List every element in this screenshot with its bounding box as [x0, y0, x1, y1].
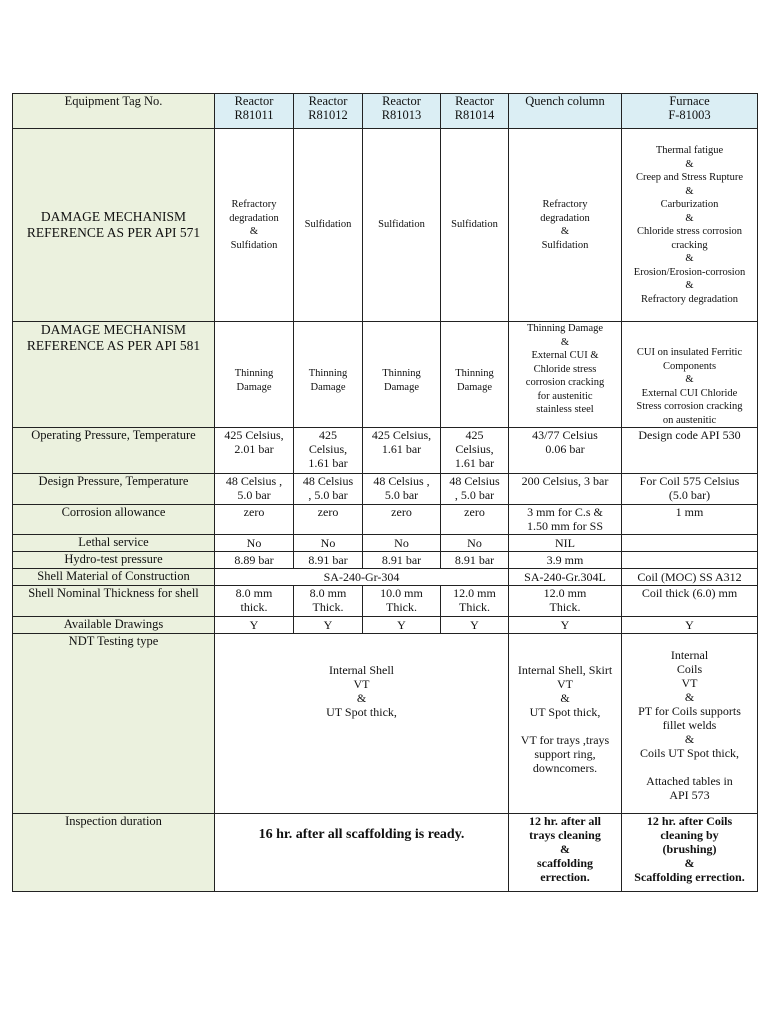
header-reactor-r81012: Reactor R81012: [294, 94, 363, 129]
design-quench: 200 Celsius, 3 bar: [509, 474, 622, 505]
lethal-row: [13, 535, 758, 552]
design-row: [13, 474, 758, 505]
lethal-label: Lethal service: [13, 535, 215, 552]
design-r81014: 48 Celsius , 5.0 bar: [441, 474, 509, 505]
drawings-r81012: Y: [294, 617, 363, 634]
drawings-r81013: Y: [363, 617, 441, 634]
design-r81013: 48 Celsius , 5.0 bar: [363, 474, 441, 505]
thickness-furnace: Coil thick (6.0) mm: [622, 586, 758, 617]
drawings-label: Available Drawings: [13, 617, 215, 634]
corrosion-furnace: 1 mm: [622, 505, 758, 535]
api571-label: DAMAGE MECHANISM REFERENCE AS PER API 571: [13, 129, 215, 322]
design-furnace: For Coil 575 Celsius (5.0 bar): [622, 474, 758, 505]
duration-reactors: 16 hr. after all scaffolding is ready.: [215, 814, 509, 892]
material-reactors: SA-240-Gr-304: [215, 569, 509, 586]
material-label: Shell Material of Construction: [13, 569, 215, 586]
duration-furnace: 12 hr. after Coils cleaning by (brushing) & Scaffolding errection.: [622, 814, 758, 892]
hydro-r81013: 8.91 bar: [363, 552, 441, 569]
duration-quench: 12 hr. after all trays cleaning & scaffolding errection.: [509, 814, 622, 892]
corrosion-quench: 3 mm for C.s & 1.50 mm for SS: [509, 505, 622, 535]
corrosion-r81011: zero: [215, 505, 294, 535]
ndt-quench: Internal Shell, Skirt VT & UT Spot thick, VT for trays ,trays support ring, downcomers.: [509, 634, 622, 814]
hydro-row: [13, 552, 758, 569]
api571-r81013: Sulfidation: [363, 129, 441, 322]
material-furnace: Coil (MOC) SS A312: [622, 569, 758, 586]
api571-r81014: Sulfidation: [441, 129, 509, 322]
header-furnace: Furnace F-81003: [622, 94, 758, 129]
lethal-quench: NIL: [509, 535, 622, 552]
lethal-r81011: No: [215, 535, 294, 552]
api581-r81014: Thinning Damage: [441, 322, 509, 428]
design-label: Design Pressure, Temperature: [13, 474, 215, 505]
thickness-r81013: 10.0 mm Thick.: [363, 586, 441, 617]
thickness-r81011: 8.0 mm thick.: [215, 586, 294, 617]
api571-row: [13, 129, 758, 322]
duration-row: [13, 814, 758, 892]
api581-r81011: Thinning Damage: [215, 322, 294, 428]
hydro-r81014: 8.91 bar: [441, 552, 509, 569]
drawings-furnace: Y: [622, 617, 758, 634]
api571-r81012: Sulfidation: [294, 129, 363, 322]
lethal-r81012: No: [294, 535, 363, 552]
operating-furnace: Design code API 530: [622, 428, 758, 474]
thickness-quench: 12.0 mm Thick.: [509, 586, 622, 617]
operating-quench: 43/77 Celsius 0.06 bar: [509, 428, 622, 474]
hydro-quench: 3.9 mm: [509, 552, 622, 569]
corrosion-r81013: zero: [363, 505, 441, 535]
material-row: [13, 569, 758, 586]
drawings-r81014: Y: [441, 617, 509, 634]
api581-r81012: Thinning Damage: [294, 322, 363, 428]
corrosion-r81014: zero: [441, 505, 509, 535]
api571-furnace: Thermal fatigue & Creep and Stress Rupture & Carburization & Chloride stress corrosion cracking & Erosion/Erosion-corrosion & Refractory degradation: [622, 129, 758, 322]
lethal-furnace: [622, 535, 758, 552]
header-reactor-r81011: Reactor R81011: [215, 94, 294, 129]
lethal-r81013: No: [363, 535, 441, 552]
equipment-tag-label: Equipment Tag No.: [13, 94, 215, 129]
thickness-row: [13, 586, 758, 617]
ndt-furnace: Internal Coils VT & PT for Coils supports fillet welds & Coils UT Spot thick, Attached tables in API 573: [622, 634, 758, 814]
thickness-r81014: 12.0 mm Thick.: [441, 586, 509, 617]
hydro-label: Hydro-test pressure: [13, 552, 215, 569]
corrosion-label: Corrosion allowance: [13, 505, 215, 535]
api581-r81013: Thinning Damage: [363, 322, 441, 428]
operating-r81012: 425 Celsius, 1.61 bar: [294, 428, 363, 474]
header-reactor-r81013: Reactor R81013: [363, 94, 441, 129]
drawings-row: [13, 617, 758, 634]
corrosion-row: [13, 505, 758, 535]
thickness-r81012: 8.0 mm Thick.: [294, 586, 363, 617]
ndt-row: [13, 634, 758, 814]
api581-quench: Thinning Damage & External CUI & Chloride stress corrosion cracking for austenitic stainless steel: [509, 322, 622, 428]
header-quench-column: Quench column: [509, 94, 622, 129]
thickness-label: Shell Nominal Thickness for shell: [13, 586, 215, 617]
operating-r81011: 425 Celsius, 2.01 bar: [215, 428, 294, 474]
operating-label: Operating Pressure, Temperature: [13, 428, 215, 474]
design-r81011: 48 Celsius , 5.0 bar: [215, 474, 294, 505]
header-row: [13, 94, 758, 129]
api581-furnace: CUI on insulated Ferritic Components & External CUI Chloride Stress corrosion cracking on austenitic: [622, 322, 758, 428]
design-r81012: 48 Celsius , 5.0 bar: [294, 474, 363, 505]
api581-row: [13, 322, 758, 428]
corrosion-r81012: zero: [294, 505, 363, 535]
operating-r81013: 425 Celsius, 1.61 bar: [363, 428, 441, 474]
api581-label: DAMAGE MECHANISM REFERENCE AS PER API 581: [13, 322, 215, 428]
operating-r81014: 425 Celsius, 1.61 bar: [441, 428, 509, 474]
drawings-r81011: Y: [215, 617, 294, 634]
drawings-quench: Y: [509, 617, 622, 634]
header-reactor-r81014: Reactor R81014: [441, 94, 509, 129]
hydro-furnace: [622, 552, 758, 569]
hydro-r81011: 8.89 bar: [215, 552, 294, 569]
ndt-label: NDT Testing type: [13, 634, 215, 814]
api571-r81011: Refractory degradation & Sulfidation: [215, 129, 294, 322]
api571-quench: Refractory degradation & Sulfidation: [509, 129, 622, 322]
ndt-reactors: Internal Shell VT & UT Spot thick,: [215, 634, 509, 814]
material-quench: SA-240-Gr.304L: [509, 569, 622, 586]
hydro-r81012: 8.91 bar: [294, 552, 363, 569]
duration-label: Inspection duration: [13, 814, 215, 892]
equipment-inspection-table: [12, 93, 758, 892]
operating-row: [13, 428, 758, 474]
lethal-r81014: No: [441, 535, 509, 552]
